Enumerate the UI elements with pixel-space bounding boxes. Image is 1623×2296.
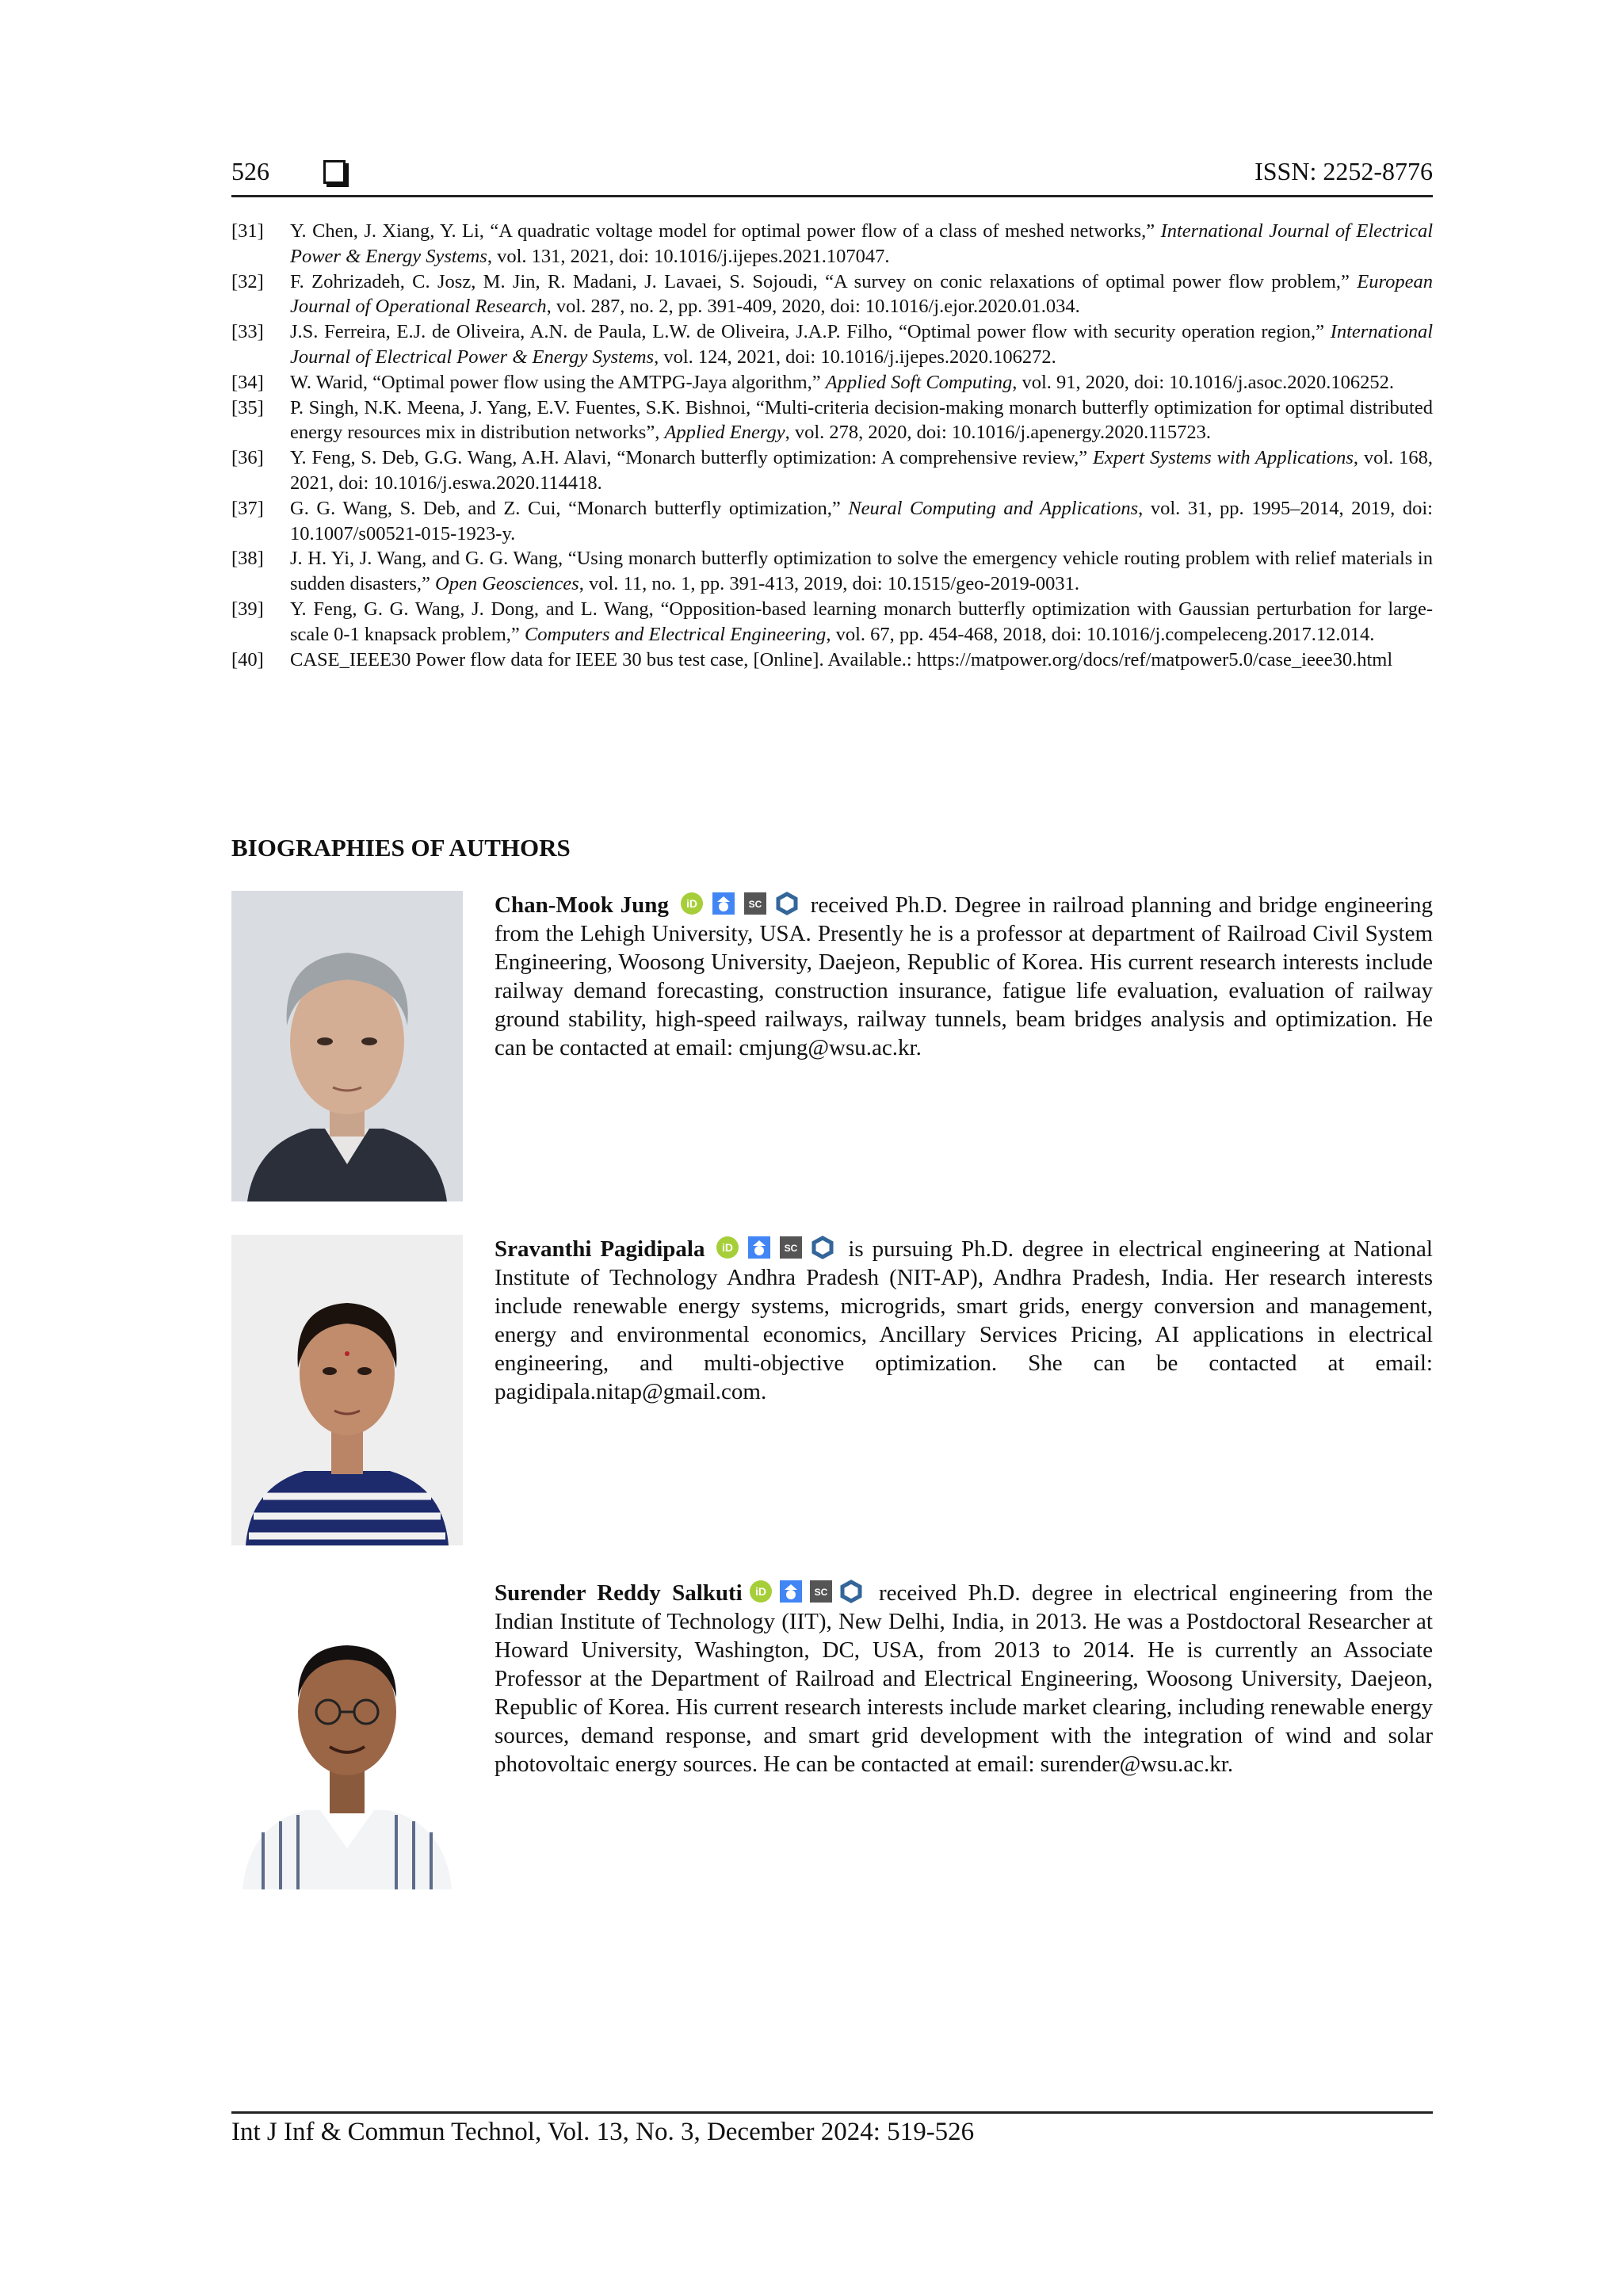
reference-number: [34] — [231, 371, 264, 393]
reference-details: , vol. 11, no. 1, pp. 391-413, 2019, doi: 10.1515/geo-2019-0031. — [579, 573, 1079, 595]
reference-details: , vol. 31, pp. 1995–2014, 2019, doi: 10.1007/s00521-015-1923-y. — [290, 497, 1433, 544]
reference-authors-title: Y. Feng, S. Deb, G.G. Wang, A.H. Alavi, “Monarch butterfly optimization: A comprehensive review,” — [290, 447, 1093, 469]
page-number: 526 — [231, 157, 269, 185]
google-scholar-icon[interactable] — [747, 1236, 771, 1259]
reference-venue: Applied Energy — [664, 422, 785, 444]
author-photo — [231, 891, 463, 1201]
reference-text — [290, 269, 1433, 320]
reference-venue: International Journal of Electrical Power & Energy Systems — [290, 220, 1434, 267]
reference-details: , vol. 168, 2021, doi: 10.1016/j.eswa.2020.114418. — [290, 447, 1433, 494]
reference-text — [290, 319, 1433, 370]
checkbox-square-icon — [323, 160, 346, 184]
reference-item — [231, 370, 1433, 395]
author-bio-text — [495, 1579, 1433, 1778]
reference-text — [290, 219, 1433, 269]
reference-text — [290, 648, 1433, 673]
author-name: Sravanthi Pagidipala — [495, 1236, 705, 1262]
references-list — [231, 219, 1433, 672]
profile-icons — [680, 892, 799, 915]
reference-venue: Neural Computing and Applications — [848, 497, 1139, 519]
footer-rule — [231, 2111, 1433, 2114]
orcid-icon[interactable] — [716, 1236, 739, 1259]
author-name: Chan-Mook Jung — [495, 892, 669, 918]
reference-venue: International Journal of Electrical Power & Energy Systems — [290, 321, 1433, 368]
reference-venue: Applied Soft Computing — [825, 371, 1013, 393]
svg-text:iD: iD — [754, 1585, 766, 1598]
google-scholar-icon[interactable] — [779, 1580, 803, 1603]
reference-number: [37] — [231, 497, 264, 519]
reference-authors-title: F. Zohrizadeh, C. Josz, M. Jin, R. Madani, J. Lavaei, S. Sojoudi, “A survey on conic relaxations of optimal power flow problem,” — [290, 270, 1358, 292]
reference-item — [231, 546, 1433, 597]
reference-item — [231, 597, 1433, 648]
reference-text — [290, 395, 1433, 446]
scopus-icon[interactable] — [779, 1236, 803, 1259]
reference-details: , vol. 91, 2020, doi: 10.1016/j.asoc.2020.106252. — [1012, 371, 1395, 393]
reference-details: , vol. 287, no. 2, pp. 391-409, 2020, doi: 10.1016/j.ejor.2020.01.034. — [546, 296, 1080, 318]
reference-venue: Open Geosciences — [435, 573, 579, 595]
reference-text — [290, 445, 1433, 496]
reference-number: [38] — [231, 548, 264, 570]
publons-icon[interactable] — [811, 1236, 834, 1259]
author-bio-text — [495, 1235, 1433, 1406]
publons-icon[interactable] — [839, 1580, 863, 1603]
author-name: Surender Reddy Salkuti — [495, 1580, 743, 1606]
reference-item — [231, 395, 1433, 446]
orcid-icon[interactable] — [680, 892, 704, 915]
svg-text:SC: SC — [814, 1587, 828, 1598]
issn: ISSN: 2252-8776 — [1254, 157, 1433, 185]
reference-number: [36] — [231, 447, 264, 469]
reference-item — [231, 445, 1433, 496]
reference-details: , vol. 124, 2021, doi: 10.1016/j.ijepes.2020.106272. — [654, 346, 1056, 368]
scopus-icon[interactable] — [809, 1580, 833, 1603]
reference-details: , vol. 131, 2021, doi: 10.1016/j.ijepes.2021.107047. — [487, 245, 890, 267]
reference-authors-title: P. Singh, N.K. Meena, J. Yang, E.V. Fuentes, S.K. Bishnoi, “Multi-criteria decision-making monarch butterfly optimization for optimal distributed energy resources mix in distribution networks”, — [290, 396, 1433, 444]
section-heading: BIOGRAPHIES OF AUTHORS — [231, 834, 571, 861]
reference-authors-title: W. Warid, “Optimal power flow using the AMTPG-Jaya algorithm,” — [290, 371, 826, 393]
orcid-icon[interactable] — [749, 1580, 773, 1603]
profile-icons — [749, 1580, 863, 1603]
reference-number: [39] — [231, 598, 264, 620]
reference-text — [290, 597, 1433, 648]
reference-item — [231, 219, 1433, 269]
reference-item — [231, 496, 1433, 547]
author-description: is pursuing Ph.D. degree in electrical engineering at National Institute of Technology Andhra Pradesh (NIT-AP), Andhra Pradesh, India. Her research interests include renewable energy systems, microgrids, smart grids, energy conversion and management, energy and environmental economics, Ancillary Services Pricing, AI applications in electrical engineering, and multi-objective optimization. She can be contacted at email: pagidipala.nitap@gmail.com. — [495, 1236, 1433, 1404]
reference-number: [35] — [231, 396, 264, 418]
google-scholar-icon[interactable] — [712, 892, 735, 915]
publons-icon[interactable] — [775, 892, 799, 915]
reference-details: , vol. 67, pp. 454-468, 2018, doi: 10.1016/j.compeleceng.2017.12.014. — [826, 623, 1375, 645]
reference-authors-title: CASE_IEEE30 Power flow data for IEEE 30 bus test case, [Online]. Available.: https://matpower.org/docs/ref/matpower5.0/case_ieee30.html — [290, 648, 1393, 670]
reference-item — [231, 269, 1433, 320]
reference-number: [33] — [231, 321, 264, 343]
reference-venue: Computers and Electrical Engineering — [524, 623, 827, 645]
reference-text — [290, 546, 1433, 597]
reference-item — [231, 648, 1433, 673]
page-header — [231, 154, 1433, 197]
reference-number: [32] — [231, 270, 264, 292]
reference-authors-title: J. H. Yi, J. Wang, and G. G. Wang, “Using monarch butterfly optimization to solve the emergency vehicle routing problem with relief materials in sudden disasters,” — [290, 548, 1433, 595]
author-bio-text — [495, 891, 1433, 1062]
reference-details: , vol. 278, 2020, doi: 10.1016/j.apenergy.2020.115723. — [785, 422, 1211, 444]
reference-item — [231, 319, 1433, 370]
reference-venue: Expert Systems with Applications — [1092, 447, 1354, 469]
profile-icons — [716, 1236, 834, 1259]
author-photo — [231, 1579, 463, 1889]
author-description: received Ph.D. degree in electrical engineering from the Indian Institute of Technology (IIT), New Delhi, India, in 2013. He was a Postdoctoral Researcher at Howard University, Washington, DC, USA, from 2013 to 2014. He is currently an Associate Professor at the Department of Railroad and Electrical Engineering, Woosong University, Daejeon, Republic of Korea. His current research interests include market clearing, including renewable energy sources, demand response, and smart grid development with the integration of wind and solar photovoltaic energy sources. He can be contacted at email: surender@wsu.ac.kr. — [495, 1580, 1434, 1777]
author-photo — [231, 1235, 463, 1545]
reference-text — [290, 496, 1433, 547]
svg-text:iD: iD — [722, 1241, 734, 1254]
svg-text:SC: SC — [785, 1243, 798, 1254]
reference-authors-title: G. G. Wang, S. Deb, and Z. Cui, “Monarch butterfly optimization,” — [290, 497, 849, 519]
scopus-icon[interactable] — [743, 892, 767, 915]
reference-number: [31] — [231, 220, 264, 242]
svg-text:SC: SC — [748, 899, 762, 910]
author-description: received Ph.D. Degree in railroad planning and bridge engineering from the Lehigh University, USA. Presently he is a professor at department of Railroad Civil System Engineering, Woosong University, Daejeon, Republic of Korea. His current research interests include railway demand forecasting, construction insurance, fatigue life evaluation, evaluation of railway ground stability, high-speed railways, railway tunnels, beam bridges analysis and optimization. He can be contacted at email: cmjung@wsu.ac.kr. — [495, 892, 1433, 1060]
reference-authors-title: J.S. Ferreira, E.J. de Oliveira, A.N. de Paula, L.W. de Oliveira, J.A.P. Filho, “Optimal power flow with security operation region,” — [290, 321, 1331, 343]
reference-number: [40] — [231, 648, 264, 670]
reference-venue: European Journal of Operational Research — [290, 270, 1433, 318]
reference-authors-title: Y. Feng, G. G. Wang, J. Dong, and L. Wang, “Opposition-based learning monarch butterfly optimization with Gaussian perturbation for large-scale 0-1 knapsack problem,” — [290, 598, 1433, 645]
page-footer: Int J Inf & Commun Technol, Vol. 13, No. 3, December 2024: 519-526 — [231, 2118, 975, 2146]
svg-text:iD: iD — [685, 897, 697, 910]
reference-text — [290, 370, 1433, 395]
reference-authors-title: Y. Chen, J. Xiang, Y. Li, “A quadratic voltage model for optimal power flow of a class of meshed networks,” — [290, 220, 1161, 242]
